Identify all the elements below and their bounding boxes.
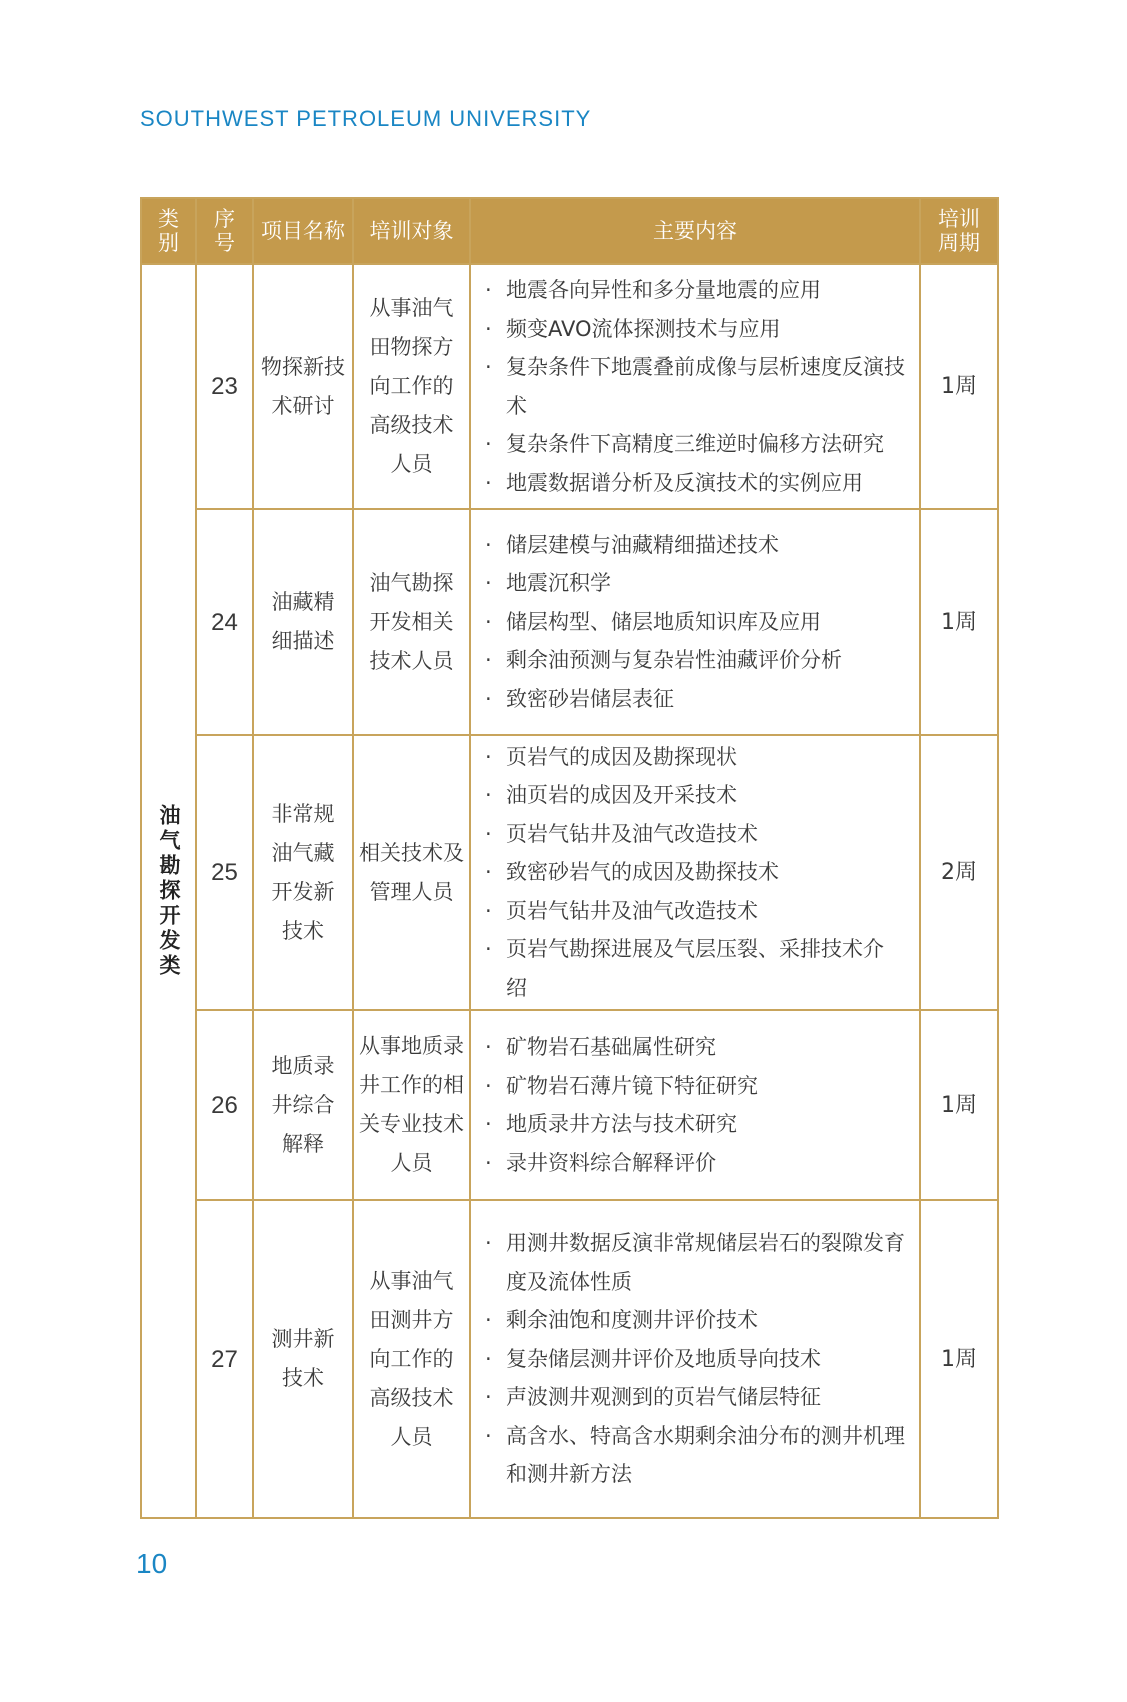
header-seq: 序号 [196, 198, 253, 264]
table-row [141, 735, 998, 1010]
target-cell: 从事地质录井工作的相关专业技术人员 [353, 1010, 470, 1200]
content-cell [470, 735, 920, 1010]
name-cell: 油藏精细描述 [253, 509, 353, 735]
period-cell: 1周 [920, 1010, 998, 1200]
content-cell [470, 1200, 920, 1518]
content-item: · 矿物岩石基础属性研究 [479, 1028, 913, 1067]
header-name: 项目名称 [253, 198, 353, 264]
header-period: 培训周期 [920, 198, 998, 264]
seq-cell: 25 [196, 735, 253, 1010]
content-item: · 页岩气勘探进展及气层压裂、采排技术介绍 [479, 930, 886, 1007]
content-item: · 用测井数据反演非常规储层岩石的裂隙发育度及流体性质 [479, 1224, 913, 1301]
content-item: · 油页岩的成因及开采技术 [479, 776, 913, 815]
content-item: · 频变AVO流体探测技术与应用 [479, 310, 913, 349]
content-item: · 复杂储层测井评价及地质导向技术 [479, 1340, 913, 1379]
content-item: · 剩余油预测与复杂岩性油藏评价分析 [479, 641, 913, 680]
period-cell: 2周 [920, 735, 998, 1010]
target-cell: 从事油气田物探方向工作的高级技术人员 [353, 264, 470, 509]
seq-cell: 27 [196, 1200, 253, 1518]
header-category: 类别 [141, 198, 196, 264]
table-header-row [141, 198, 998, 264]
period-cell: 1周 [920, 509, 998, 735]
table-row [141, 509, 998, 735]
page-number: 10 [136, 1548, 168, 1579]
content-item: · 声波测井观测到的页岩气储层特征 [479, 1378, 913, 1417]
seq-cell: 24 [196, 509, 253, 735]
name-cell: 地质录井综合解释 [253, 1010, 353, 1200]
category-cell: 油气勘探开发类 [141, 264, 196, 1518]
content-cell [470, 1010, 920, 1200]
content-cell [470, 264, 920, 509]
name-cell: 测井新技术 [253, 1200, 353, 1518]
header-target: 培训对象 [353, 198, 470, 264]
name-cell: 非常规油气藏开发新技术 [253, 735, 353, 1010]
content-item: · 剩余油饱和度测井评价技术 [479, 1301, 913, 1340]
content-item: · 录井资料综合解释评价 [479, 1144, 913, 1183]
content-item: · 页岩气的成因及勘探现状 [479, 738, 913, 777]
target-cell: 相关技术及管理人员 [353, 735, 470, 1010]
content-item: · 储层建模与油藏精细描述技术 [479, 526, 913, 565]
table-row [141, 264, 998, 509]
content-item: · 地震各向异性和多分量地震的应用 [479, 271, 913, 310]
page-header: SOUTHWEST PETROLEUM UNIVERSITY [140, 106, 592, 131]
period-cell: 1周 [920, 1200, 998, 1518]
content-item: · 页岩气钻井及油气改造技术 [479, 815, 913, 854]
training-table [140, 197, 999, 1519]
table-row [141, 1010, 998, 1200]
name-cell: 物探新技术研讨 [253, 264, 353, 509]
content-item: · 地质录井方法与技术研究 [479, 1105, 913, 1144]
header-content: 主要内容 [470, 198, 920, 264]
content-item: · 复杂条件下地震叠前成像与层析速度反演技术 [479, 348, 913, 425]
target-cell: 油气勘探开发相关技术人员 [353, 509, 470, 735]
content-item: · 复杂条件下高精度三维逆时偏移方法研究 [479, 425, 913, 464]
content-item: · 页岩气钻井及油气改造技术 [479, 892, 913, 931]
content-cell [470, 509, 920, 735]
target-cell: 从事油气田测井方向工作的高级技术人员 [353, 1200, 470, 1518]
content-item: · 地震沉积学 [479, 564, 913, 603]
content-item: · 致密砂岩储层表征 [479, 680, 913, 719]
content-item: · 致密砂岩气的成因及勘探技术 [479, 853, 913, 892]
content-item: · 储层构型、储层地质知识库及应用 [479, 603, 913, 642]
seq-cell: 23 [196, 264, 253, 509]
content-item: · 高含水、特高含水期剩余油分布的测井机理和测井新方法 [479, 1417, 913, 1494]
content-item: · 地震数据谱分析及反演技术的实例应用 [479, 464, 913, 503]
table-row [141, 1200, 998, 1518]
period-cell: 1周 [920, 264, 998, 509]
seq-cell: 26 [196, 1010, 253, 1200]
content-item: · 矿物岩石薄片镜下特征研究 [479, 1067, 913, 1106]
